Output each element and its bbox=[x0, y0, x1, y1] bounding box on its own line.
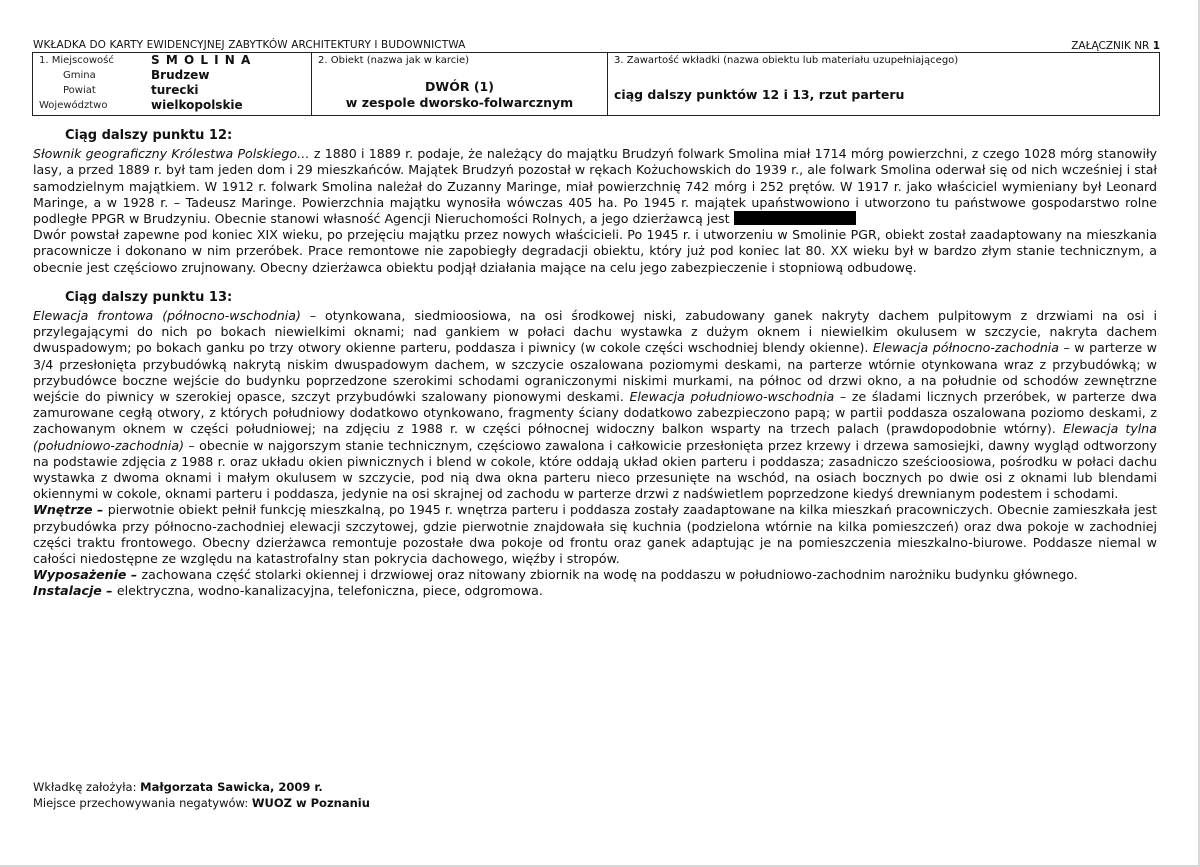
powiat-label: Powiat bbox=[63, 85, 96, 96]
se-elevation-text: – ze śladami licznych przeróbek, w parterze dwa zamurowane cegłą otwory, z których południowy dodatkowo otynkowano, fragmenty ściany dodatkowo zabezpieczono papą; w partii poddasza oszalowana poziomo deskami, z zachowanym oknem w części południowej; na zdjęciu z 1988 r. w części północnej widoczny balkon wsparty na trzech palach (prawdopodobnie wtórny). bbox=[33, 389, 1157, 437]
section-12-paragraph-1 bbox=[33, 146, 1157, 227]
front-elevation-label: Elewacja frontowa (północno-wschodnia) bbox=[33, 308, 301, 324]
annex-label bbox=[1071, 40, 1160, 52]
annex-text: ZAŁĄCZNIK NR bbox=[1071, 40, 1150, 52]
interior-label: Wnętrze – bbox=[33, 502, 108, 518]
wojewodztwo-label: Województwo bbox=[39, 100, 108, 111]
document-body bbox=[33, 128, 1157, 600]
source-title: Słownik geograficzny Królestwa Polskiego… bbox=[33, 146, 310, 162]
rear-elevation-label: Elewacja tylna (południowo-zachodnia) bbox=[33, 421, 1157, 453]
object-cell bbox=[312, 53, 608, 115]
object-subname: w zespole dworsko-folwarcznym bbox=[345, 95, 574, 110]
ne-elevation-text: – w parterze w 3/4 przesłonięta przybudówką nakrytą niskim dwuspadowym dachem, w szczycie oszalowana poziomymi deskami, na parterze wtórnie otynkowana wraz z przybudówką; w przybudówce boczne wejście do budynku poprzedzone szerokimi schodami ograniczonymi niskimi murkami, na północ od drzwi okno, a na południe od schodów zewnętrzne wejście do piwnicy w szerokiej opasce, szczyt przybudówki szalowany pionowymi deskami. bbox=[33, 340, 1157, 405]
section-13-elevations bbox=[33, 308, 1157, 502]
se-elevation-label: Elewacja południowo-wschodnia bbox=[629, 389, 835, 405]
contents-cell bbox=[608, 53, 1159, 115]
header-table bbox=[32, 52, 1160, 116]
author-line bbox=[33, 779, 370, 795]
rear-elevation-text: – obecnie w najgorszym stanie technicznym, częściowo zawalona i całkowicie przesłonięta przez krzewy i drzewa samosiejki, dawny wygląd odtworzony na podstawie zdjęcia z 1988 r. oraz układu okien piwnicznych i blend w cokole, które oddają układ okien parteru i poddasza; zasadniczo sześcioosiowa, pośrodku w połaci dachu wystawka z dwoma oknami i małym okulusem w szczycie, pod nią dwa okna parteru nieco przesunięte na wschód, na osiach bocznych po dwie osi z oknami lub blendami okiennymi w cokole, oknami parteru i poddasza, jedynie na osi skrajnej od zachodu w parterze drzwi z nadświetlem poprzedzone kiedyś drewnianym podestem i schodami. bbox=[33, 437, 1157, 502]
interior-paragraph bbox=[33, 502, 1157, 567]
object-name: DWÓR (1) bbox=[425, 79, 494, 94]
negatives-label: Miejsce przechowywania negatywów: bbox=[33, 796, 249, 810]
gmina-value: Brudzew bbox=[151, 68, 210, 82]
author-value: Małgorzata Sawicka, 2009 r. bbox=[140, 780, 323, 794]
gmina-label: Gmina bbox=[63, 70, 96, 81]
footer bbox=[33, 779, 370, 811]
contents-label: 3. Zawartość wkładki (nazwa obiektu lub materiału uzupełniającego) bbox=[614, 55, 959, 66]
location-label: 1. Miejscowość bbox=[39, 55, 114, 66]
annex-number: 1 bbox=[1152, 40, 1160, 52]
negatives-line bbox=[33, 795, 370, 811]
object-label: 2. Obiekt (nazwa jak w karcie) bbox=[318, 55, 470, 66]
contents-value: ciąg dalszy punktów 12 i 13, rzut parteru bbox=[614, 87, 905, 102]
location-value: S M O L I N A bbox=[151, 53, 252, 67]
installations-label: Instalacje – bbox=[33, 583, 117, 599]
author-label: Wkładkę założyła: bbox=[33, 780, 137, 794]
interior-text: pierwotnie obiekt pełnił funkcję mieszkalną, po 1945 r. wnętrza parteru i poddasza zostały zaadaptowane na kilka mieszkań pracowniczych. Obecnie zamieszkała jest przybudówka przy północno-zachodniej elewacji szczytowej, gdzie pierwotnie znajdowała się kuchnia (podzielona wtórnie na kilka pomieszczeń) oraz dwa pokoje w zachodniej części traktu frontowego. Obecny dzierżawca remontuje pozostałe dwa pokoje od frontu oraz ganek adaptując je na pomieszczenia mieszkalno-biurowe. Poddasze niemal w całości niedostępne ze względu na katastrofalny stan pokrycia dachowego, więźby i stropów. bbox=[33, 502, 1157, 567]
installations-paragraph bbox=[33, 583, 1157, 599]
equipment-text: zachowana część stolarki okiennej i drzwiowej oraz nitowany zbiornik na wodę na poddaszu w południowo-zachodnim narożniku budynku głównego. bbox=[141, 567, 1078, 583]
redaction-block bbox=[734, 211, 856, 225]
powiat-value: turecki bbox=[151, 83, 199, 97]
installations-text: elektryczna, wodno-kanalizacyjna, telefoniczna, piece, odgromowa. bbox=[116, 583, 543, 599]
ne-elevation-label: Elewacja północno-zachodnia bbox=[872, 340, 1060, 356]
section-12-text-1: z 1880 i 1889 r. podaje, że należący do majątku Brudzyń folwark Smolina miał 1714 mórg powierzchni, z czego 1028 mórg stanowiły lasy, a przed 1889 r. był tam jeden dom i 29 mieszkańców. Majątek Brudzyń pozostał w rękach Kożuchowskich do 1939 r., ale folwark Smolina oderwał się od nich wcześniej i stał samodzielnym majątkiem. W 1912 r. folwark Smolina należał do Zuzanny Maringe, miał powierzchnię 742 mórg i 252 prętów. W 1917 r. jako właściciel wymieniany był Leonard Maringe, a w 1928 r. – Tadeusz Maringe. Powierzchnia majątku wynosiła wówczas 405 ha. Po 1945 r. majątek upaństwowiono i utworzono tu państwowe gospodarstwo rolne podległe PPGR w Brudzyniu. Obecnie stanowi własność Agencji Nieruchomości Rolnych, a jego dzierżawcą jest bbox=[33, 146, 1157, 227]
section-12-heading: Ciąg dalszy punktu 12: bbox=[65, 128, 233, 143]
section-12-paragraph-2: Dwór powstał zapewne pod koniec XIX wieku, po przejęciu majątku przez nowych właścicieli. Po 1945 r. i utworzeniu w Smolinie PGR, obiekt został zaadaptowany na mieszkania pracownicze i dokonano w nim przeróbek. Prace remontowe nie zapobiegły degradacji obiektu, który już pod koniec lat 80. XX wieku był w bardzo złym stanie technicznym, a obecnie jest częściowo zrujnowany. Obecny dzierżawca obiektu podjął działania mające na celu jego zabezpieczenie i stopniową odbudowę. bbox=[33, 227, 1157, 275]
equipment-paragraph bbox=[33, 567, 1157, 583]
location-cell bbox=[33, 53, 312, 115]
document-title: WKŁADKA DO KARTY EWIDENCYJNEJ ZABYTKÓW ARCHITEKTURY I BUDOWNICTWA bbox=[33, 39, 466, 51]
section-13-heading: Ciąg dalszy punktu 13: bbox=[65, 289, 233, 305]
wojewodztwo-value: wielkopolskie bbox=[151, 98, 243, 112]
negatives-value: WUOZ w Poznaniu bbox=[251, 796, 370, 810]
equipment-label: Wyposażenie – bbox=[33, 567, 142, 583]
front-elevation-text: – otynkowana, siedmioosiowa, na osi środkowej niski, zabudowany ganek nakryty dachem pulpitowym z drzwiami na osi i przylegającymi do nich po bokach niewielkimi oknami; nad gankiem w połaci dachu wystawka z dużym oknem i niewielkim okulusem w szczycie, nakryta dachem dwuspadowym; po bokach ganku po trzy otwory okienne parteru, poddasza i piwnicy (w cokole części wschodniej blendy okienne). bbox=[33, 308, 1157, 356]
